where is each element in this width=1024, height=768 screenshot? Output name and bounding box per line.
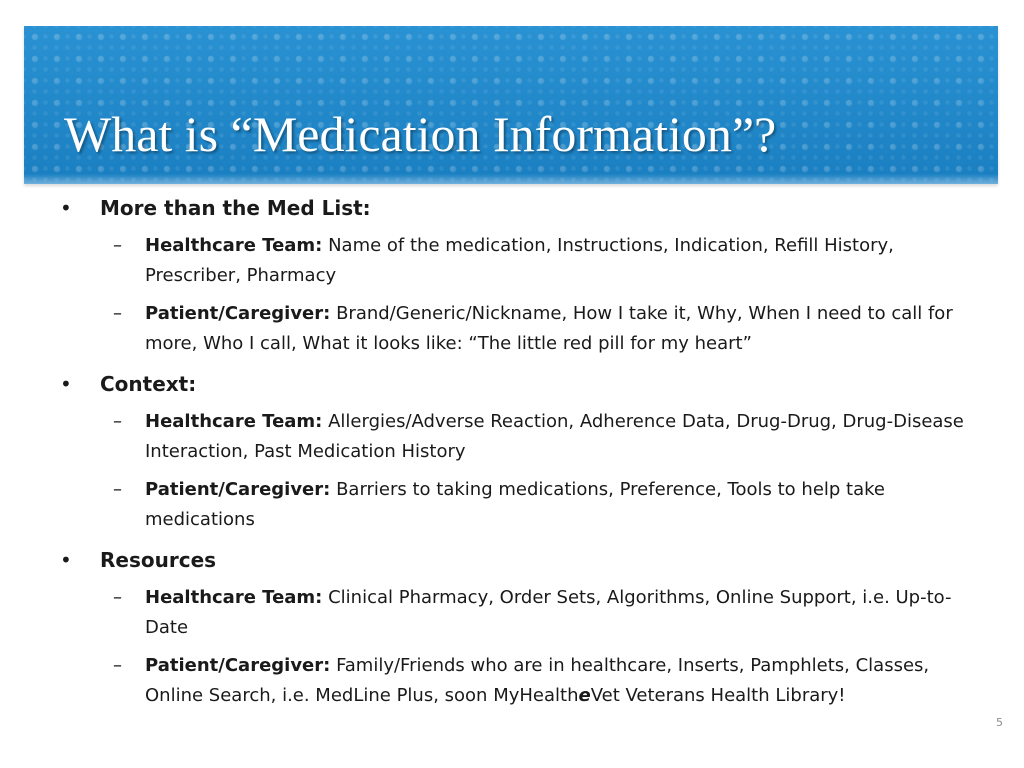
role-label: Patient/Caregiver: (145, 303, 331, 324)
list-item (113, 299, 975, 359)
role-label: Healthcare Team: (145, 587, 323, 608)
item-text: Brand/Generic/Nickname, How I take it, Why, When I need to call for more, Who I call, What it looks like: “The little red pill for my heart” (145, 303, 953, 354)
banner-fade (24, 174, 998, 184)
slide-content (60, 193, 970, 711)
dash-icon: – (113, 411, 122, 432)
list-item (113, 651, 975, 711)
dash-icon: – (113, 303, 122, 324)
list-item (113, 475, 975, 535)
bullet-icon: • (60, 548, 72, 572)
item-text: Barriers to taking medications, Preference, Tools to help take medications (145, 479, 885, 530)
bullet-icon: • (60, 372, 72, 396)
list-item (113, 407, 975, 467)
role-label: Healthcare Team: (145, 235, 323, 256)
list-item (113, 231, 975, 291)
item-text: Family/Friends who are in healthcare, Inserts, Pamphlets, Classes, Online Search, i.e. MedLine Plus, soon MyHealth (145, 655, 930, 706)
section-med-list (60, 193, 970, 223)
section-heading: More than the Med List: (100, 196, 371, 220)
role-label: Patient/Caregiver: (145, 479, 331, 500)
section-heading: Context: (100, 372, 197, 396)
item-text-continued: Vet Veterans Health Library! (590, 685, 846, 706)
emphasis-e: e (578, 685, 591, 706)
page-number: 5 (996, 716, 1003, 729)
bullet-icon: • (60, 196, 72, 220)
dash-icon: – (113, 235, 122, 256)
item-text: Name of the medication, Instructions, Indication, Refill History, Prescriber, Pharmacy (145, 235, 894, 286)
item-text: Allergies/Adverse Reaction, Adherence Data, Drug-Drug, Drug-Disease Interaction, Past Medication History (145, 411, 964, 462)
role-label: Patient/Caregiver: (145, 655, 331, 676)
section-heading: Resources (100, 548, 217, 572)
dash-icon: – (113, 655, 122, 676)
item-text: Clinical Pharmacy, Order Sets, Algorithms, Online Support, i.e. Up-to-Date (145, 587, 952, 638)
section-context (60, 369, 970, 399)
slide-title: What is “Medication Information”? (64, 106, 777, 162)
role-label: Healthcare Team: (145, 411, 323, 432)
list-item (113, 583, 975, 643)
dash-icon: – (113, 479, 122, 500)
section-resources (60, 545, 970, 575)
dash-icon: – (113, 587, 122, 608)
